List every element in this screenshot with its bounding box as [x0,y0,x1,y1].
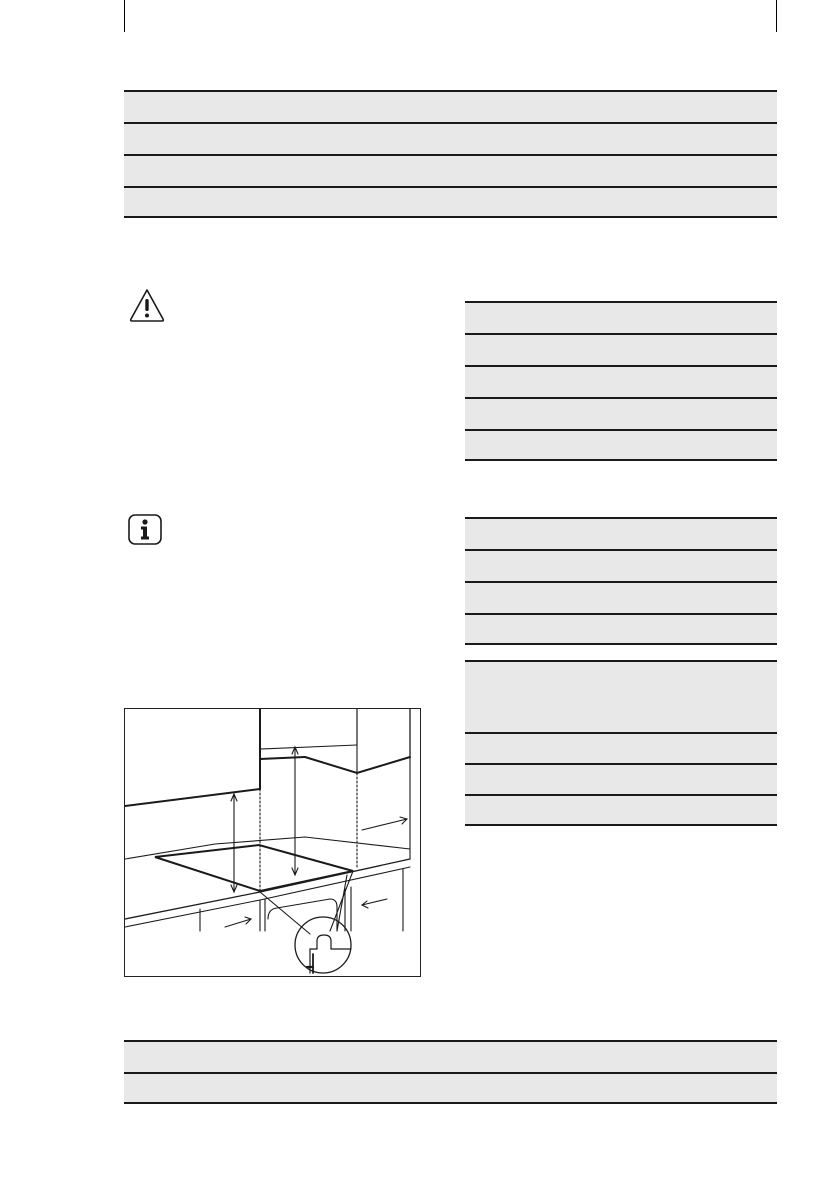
table-row [465,429,777,461]
table-row [465,613,777,645]
table-row [465,732,777,763]
table-row [124,90,777,122]
table-row [465,365,777,397]
crop-mark-right [776,0,777,32]
bottom-spec-table [124,1040,777,1104]
warning-triangle-icon [129,288,165,322]
table-row [465,333,777,365]
table-row [124,186,777,218]
table-row [124,1040,777,1072]
table-row [465,794,777,826]
table-row [124,154,777,186]
table-row [465,581,777,613]
table-row [465,763,777,794]
table-row [465,660,777,732]
table-row [465,517,777,549]
crop-mark-left [124,0,125,32]
table-row [465,549,777,581]
table-row [124,122,777,154]
top-spec-table [124,90,777,218]
info-icon [128,514,162,545]
table-row [465,301,777,333]
right-spec-table-a [465,301,777,461]
built-in-hob-clearance-diagram [124,708,421,977]
table-row [124,1072,777,1104]
table-row [465,397,777,429]
right-spec-table-c [465,660,777,826]
right-spec-table-b [465,517,777,645]
